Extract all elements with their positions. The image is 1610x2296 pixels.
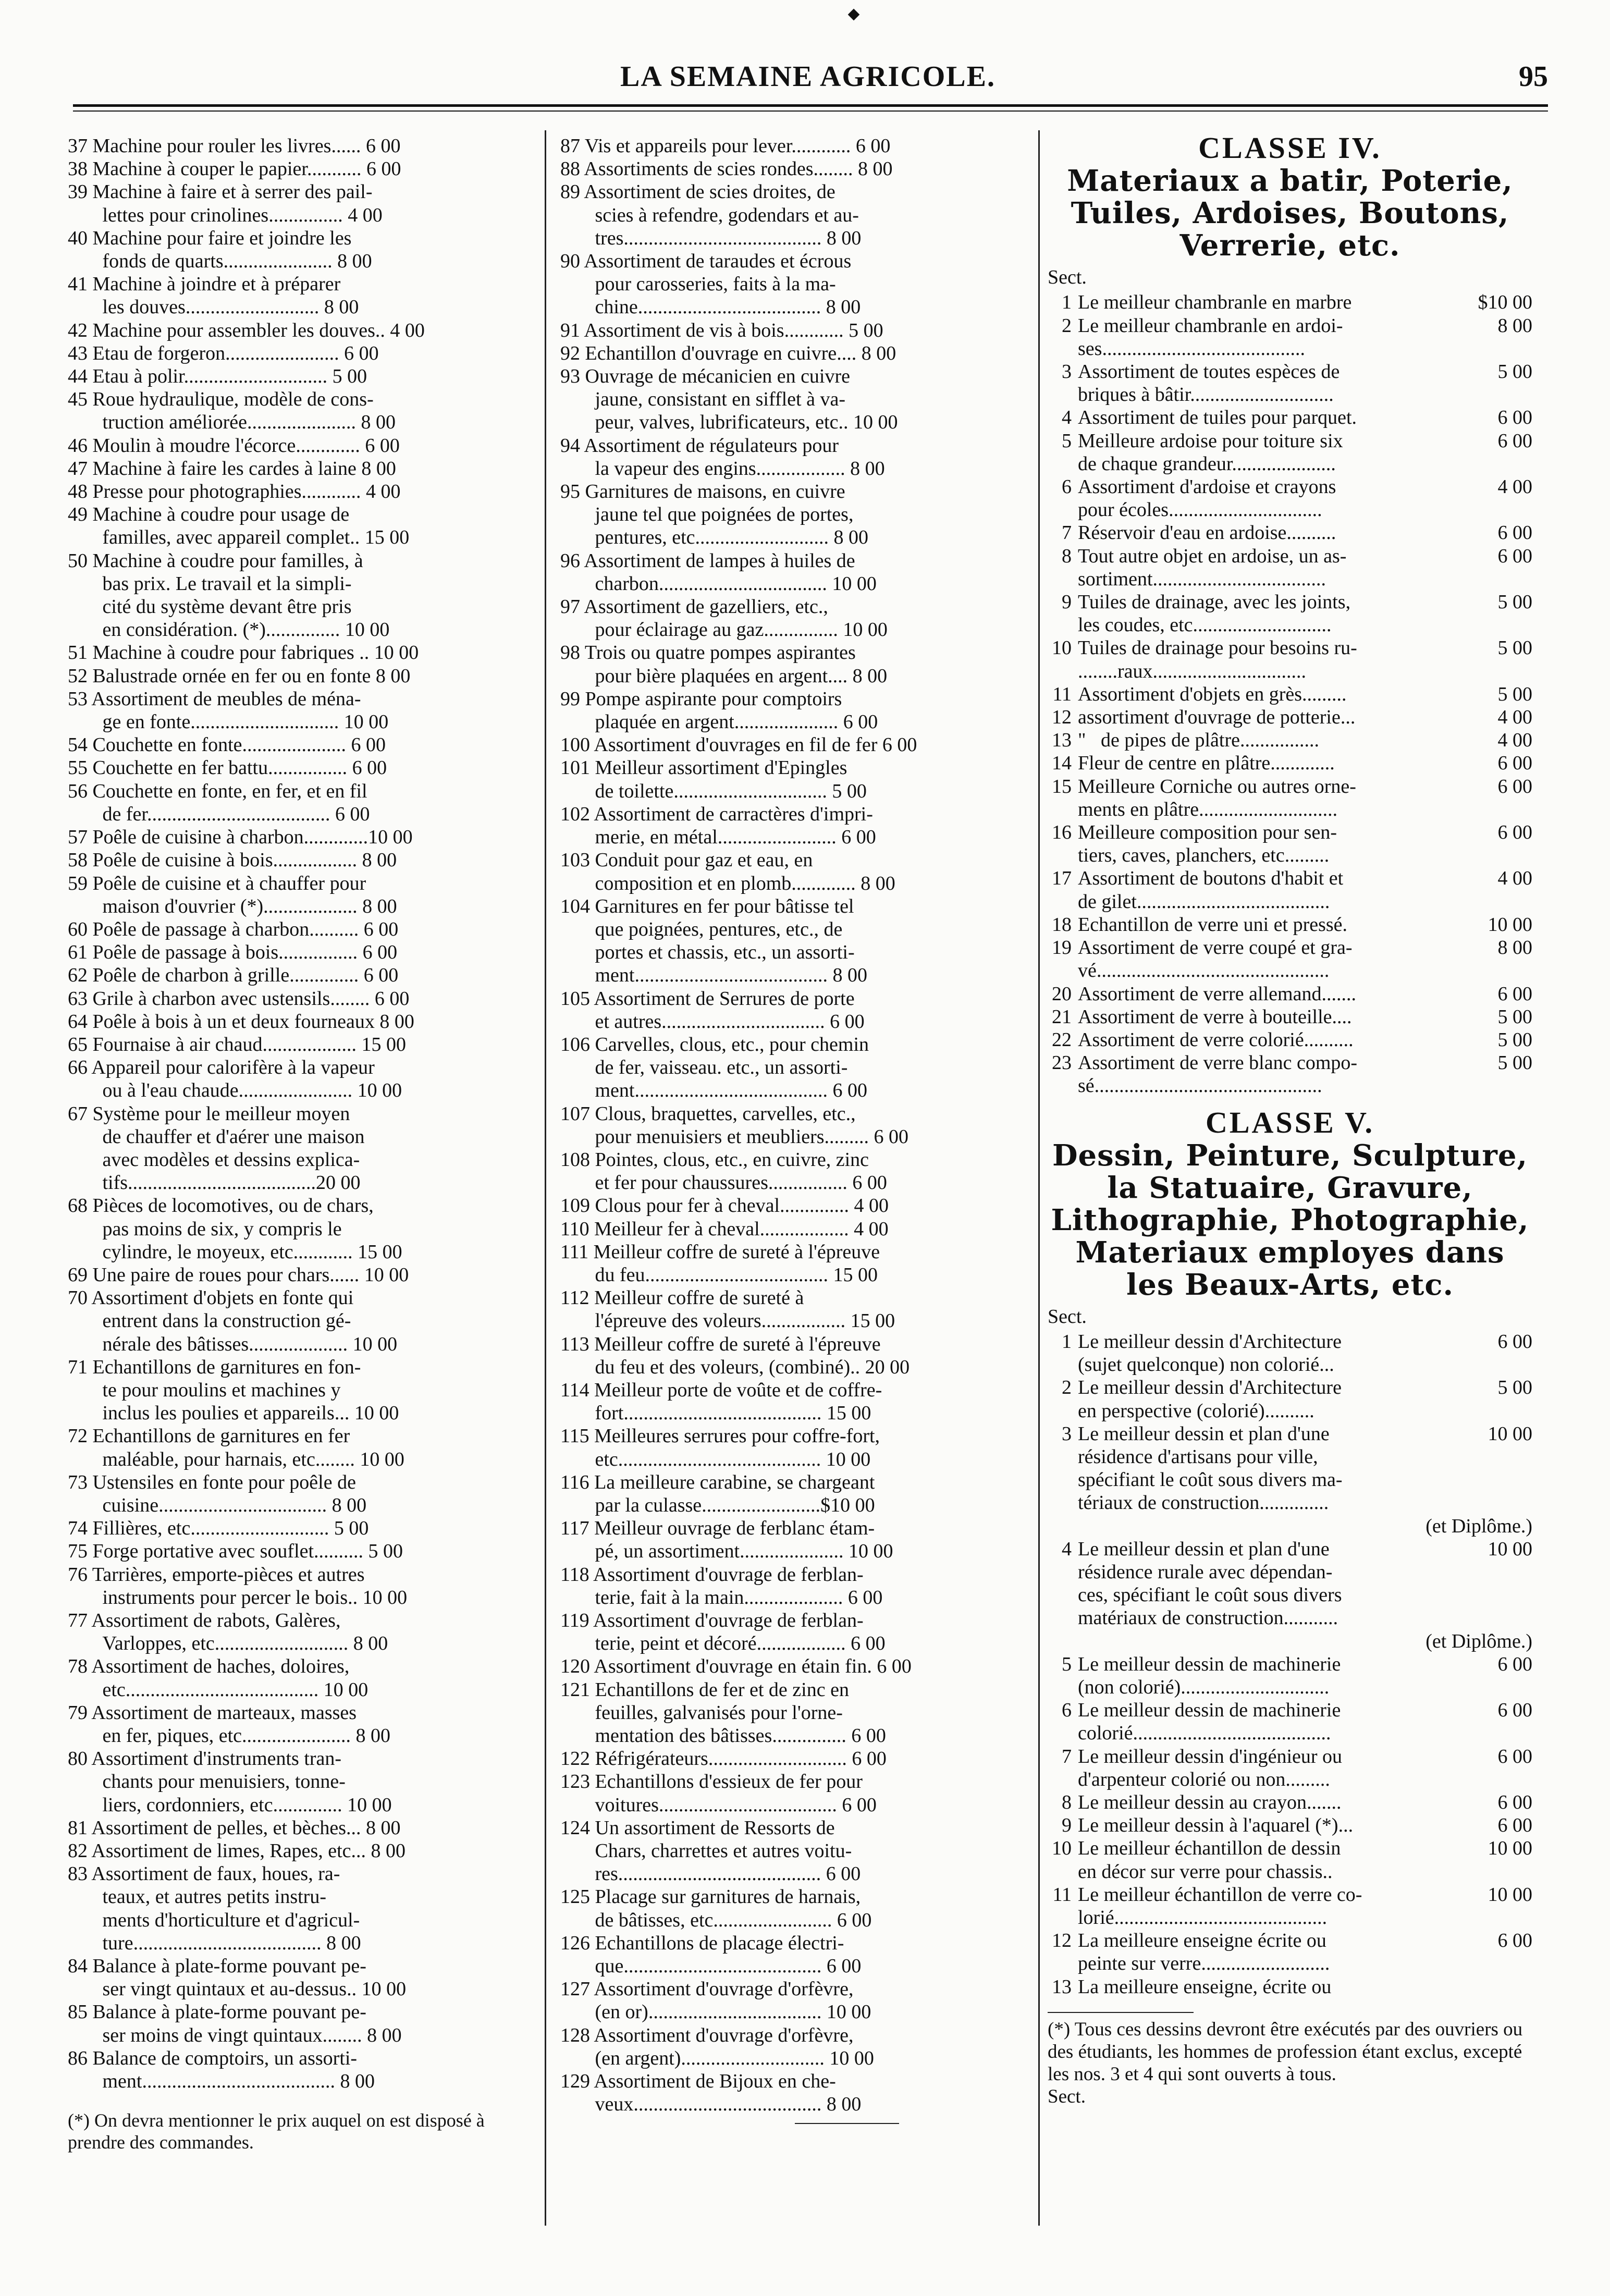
list-item: [1048, 1051, 1532, 1097]
list-item: 115 Meilleures serrures pour coffre-fort, etc......................................... 10 00: [560, 1425, 880, 1470]
list-item: 93 Ouvrage de mécanicien en cuivre jaune, consistant en sifflet à va- peur, valves, lubrificateurs, etc.. 10 00: [560, 365, 898, 434]
item-number: 10: [1052, 637, 1072, 659]
item-price: 8 00: [1497, 937, 1532, 959]
classe-4-list: [1048, 291, 1532, 1097]
list-item: 41 Machine à joindre et à préparer les douves........................... 8 00: [68, 273, 359, 318]
list-item: [1048, 729, 1532, 752]
list-item: 38 Machine à couper le papier........... 6 00: [68, 158, 401, 180]
footnote-rule: [1048, 2012, 1194, 2013]
list-item: 89 Assortiment de scies droites, de scies à refendre, godendars et au- tres........................................ 8 00: [560, 181, 862, 249]
list-item: [1048, 867, 1532, 913]
item-number: 4: [1062, 1538, 1072, 1560]
item-number: 2: [1062, 1377, 1072, 1399]
item-text: Fleur de centre en plâtre.............: [1078, 752, 1335, 775]
item-text: Assortiment de boutons d'habit et de gilet.......................................: [1078, 867, 1344, 913]
item-number: 9: [1062, 1814, 1072, 1837]
item-text: La meilleure enseigne, écrite ou: [1078, 1975, 1332, 1998]
item-text: Assortiment de toutes espèces de briques à bâtir.............................: [1078, 361, 1340, 406]
list-item: 97 Assortiment de gazelliers, etc., pour éclairage au gaz............... 10 00: [560, 596, 888, 641]
item-number: 7: [1062, 522, 1072, 544]
list-item: [1048, 314, 1532, 360]
list-item: [1048, 1330, 1532, 1376]
item-price: 5 00: [1497, 1377, 1532, 1399]
list-item: 81 Assortiment de pelles, et bèches... 8 00: [68, 1816, 401, 1839]
list-item: [1048, 706, 1532, 729]
list-item: 118 Assortiment d'ouvrage de ferblan- terie, fait à la main.................... 6 00: [560, 1563, 883, 1609]
column-divider-2: [1038, 130, 1040, 2226]
footnote-col1: (*) On devra mentionner le prix auquel on est disposé à prendre des commandes.: [68, 2110, 485, 2153]
item-price: 5 00: [1497, 361, 1532, 383]
list-item: 114 Meilleur porte de voûte et de coffre- fort........................................ 15 00: [560, 1379, 882, 1425]
list-item: 100 Assortiment d'ouvrages en fil de fer 6 00: [560, 734, 917, 756]
list-item: [1048, 1422, 1532, 1515]
sect-label: Sect.: [1048, 266, 1087, 289]
item-number: 6: [1062, 476, 1072, 498]
list-item: 42 Machine pour assembler les douves.. 4 00: [68, 319, 425, 341]
column-end-rule: [795, 2123, 899, 2124]
list-item: [1048, 1699, 1532, 1745]
item-number: 1: [1062, 1330, 1072, 1353]
item-text: Tuiles de drainage pour besoins ru- ........raux...............................: [1078, 637, 1357, 682]
list-item: 52 Balustrade ornée en fer ou en fonte 8 00: [68, 665, 411, 687]
item-number: 13: [1052, 1975, 1072, 1998]
column-divider-1: [545, 130, 546, 2226]
item-number: 21: [1052, 1005, 1072, 1028]
list-item: 86 Balance de comptoirs, un assorti- ment....................................... 8 00: [68, 2047, 375, 2093]
list-item: [1048, 521, 1532, 544]
item-price: 6 00: [1497, 1653, 1532, 1675]
list-item: 60 Poêle de passage à charbon.......... 6 00: [68, 918, 399, 940]
list-item: 88 Assortiments de scies rondes........ 8 00: [560, 158, 893, 180]
list-item: 44 Etau à polir............................. 5 00: [68, 365, 367, 388]
item-price: 6 00: [1497, 1330, 1532, 1353]
list-item: [1048, 1653, 1532, 1699]
list-item: 122 Réfrigérateurs............................ 6 00: [560, 1748, 887, 1770]
list-item: 51 Machine à coudre pour fabriques .. 10 00: [68, 642, 419, 664]
list-item: 74 Fillières, etc............................ 5 00: [68, 1517, 369, 1540]
item-number: 14: [1052, 752, 1072, 775]
list-item: [1048, 636, 1532, 682]
item-price: 10 00: [1488, 1883, 1532, 1906]
item-text: assortiment d'ouvrage de potterie...: [1078, 706, 1356, 729]
item-text: Tuiles de drainage, avec les joints, les coudes, etc............................: [1078, 591, 1351, 636]
item-text: Assortiment de verre coupé et gra- vé...............................................: [1078, 937, 1353, 982]
item-text: Tout autre objet en ardoise, un as- sortiment...................................: [1078, 545, 1347, 590]
item-text: Assortiment de verre à bouteille....: [1078, 1005, 1352, 1028]
item-price: 4 00: [1497, 706, 1532, 729]
list-item: 76 Tarrières, emporte-pièces et autres instruments pour percer le bois.. 10 00: [68, 1563, 408, 1609]
item-text: Le meilleur dessin à l'aquarel (*)...: [1078, 1814, 1354, 1837]
header-rule: [73, 104, 1548, 107]
list-item: 94 Assortiment de régulateurs pour la vapeur des engins.................. 8 00: [560, 434, 885, 480]
item-number: 11: [1052, 1883, 1072, 1906]
list-item: 126 Echantillons de placage électri- que........................................ 6 00: [560, 1932, 862, 1978]
list-item: 127 Assortiment d'ouvrage d'orfèvre, (en or)................................... 10 00: [560, 1978, 871, 2023]
item-number: 12: [1052, 1930, 1072, 1952]
list-item: 107 Clous, braquettes, carvelles, etc., pour menuisiers et meubliers......... 6 00: [560, 1102, 909, 1148]
list-item: [1048, 936, 1532, 982]
item-price: 6 00: [1497, 407, 1532, 429]
item-text: Meilleure ardoise pour toiture six de chaque grandeur.....................: [1078, 429, 1343, 475]
list-item: [1048, 1745, 1532, 1791]
classe-5-subtitle: Dessin, Peinture, Sculpture, la Statuaire, Gravure, Lithographie, Photographie, Materiaux employes dans les Beaux-Arts, etc.: [1051, 1138, 1529, 1302]
list-item: 70 Assortiment d'objets en fonte qui entrent dans la construction gé- nérale des bâtisses.................... 10 00: [68, 1287, 398, 1355]
list-item: [1048, 752, 1532, 775]
item-number: 22: [1052, 1028, 1072, 1051]
item-text: Assortiment de verre blanc compo- sé..............................................: [1078, 1052, 1358, 1097]
item-number: 11: [1052, 683, 1072, 705]
list-item: [1048, 821, 1532, 867]
price-list-col2: [560, 134, 1035, 2116]
item-text: Assortiment de verre colorié..........: [1078, 1028, 1354, 1051]
list-item: 87 Vis et appareils pour lever............ 6 00: [560, 135, 891, 157]
item-price: 6 00: [1497, 821, 1532, 844]
list-item: 121 Echantillons de fer et de zinc en feuilles, galvanisés pour l'orne- mentation des bâtisses............... 6 00: [560, 1678, 886, 1747]
item-price: 5 00: [1497, 1005, 1532, 1028]
item-number: 20: [1052, 983, 1072, 1005]
item-number: 1: [1062, 291, 1072, 314]
list-item: 73 Ustensiles en fonte pour poêle de cuisine.................................. 8 00: [68, 1471, 367, 1516]
list-item: 80 Assortiment d'instruments tran- chants pour menuisiers, tonne- liers, cordonniers, etc.............. 10 00: [68, 1748, 392, 1816]
list-item: 62 Poêle de charbon à grille.............. 6 00: [68, 964, 399, 987]
list-item: 124 Un assortiment de Ressorts de Chars, charrettes et autres voitu- res......................................... 6 00: [560, 1816, 861, 1885]
list-item: 104 Garnitures en fer pour bâtisse tel que poignées, pentures, etc., de portes et chassis, etc., un assorti- ment....................................... 8 00: [560, 895, 867, 987]
item-price: 6 00: [1497, 1930, 1532, 1952]
footnote-sect-label: Sect.: [1048, 2085, 1086, 2107]
diploma-note: (et Diplôme.): [1425, 1515, 1532, 1537]
list-item: [1048, 913, 1532, 936]
list-item: [1048, 1376, 1532, 1422]
list-item: 69 Une paire de roues pour chars...... 10 00: [68, 1263, 409, 1286]
list-item: 103 Conduit pour gaz et eau, en composition et en plomb............. 8 00: [560, 849, 895, 894]
item-text: Le meilleur dessin et plan d'une résidence d'artisans pour ville, spécifiant le coût sous divers ma- tériaux de construction..............: [1078, 1422, 1343, 1514]
list-item: 48 Presse pour photographies............ 4 00: [68, 481, 401, 503]
list-item: 71 Echantillons de garnitures en fon- te pour moulins et machines y inclus les poulies et appareils... 10 00: [68, 1356, 399, 1425]
sect-label: Sect.: [1048, 1305, 1087, 1328]
item-number: 8: [1062, 545, 1072, 567]
list-item: [1048, 1883, 1532, 1929]
page-top-mark: [848, 9, 860, 21]
item-number: 7: [1062, 1745, 1072, 1767]
page-header: [68, 60, 1548, 102]
list-item: [1048, 360, 1532, 406]
item-price: 10 00: [1488, 913, 1532, 936]
item-number: 6: [1062, 1699, 1072, 1722]
item-price: 8 00: [1497, 314, 1532, 337]
item-price: 4 00: [1497, 476, 1532, 498]
list-item: 84 Balance à plate-forme pouvant pe- ser vingt quintaux et au-dessus.. 10 00: [68, 1955, 407, 2000]
list-item: 110 Meilleur fer à cheval.................. 4 00: [560, 1218, 889, 1240]
item-text: Le meilleur dessin et plan d'une résidence rurale avec dépendan- ces, spécifiant le coût sous divers matériaux de construction...........: [1078, 1538, 1342, 1629]
item-number: 19: [1052, 937, 1072, 959]
item-price: 6 00: [1497, 983, 1532, 1005]
item-price: 4 00: [1497, 729, 1532, 752]
list-item: 102 Assortiment de carractères d'impri- merie, en métal........................ 6 00: [560, 803, 876, 849]
item-number: 8: [1062, 1791, 1072, 1813]
item-text: Le meilleur échantillon de verre co- lorié...........................................: [1078, 1883, 1362, 1929]
list-item: [1048, 591, 1532, 636]
list-item: 77 Assortiment de rabots, Galères, Varloppes, etc........................... 8 00: [68, 1610, 388, 1655]
item-price: 5 00: [1497, 637, 1532, 659]
list-item: 119 Assortiment d'ouvrage de ferblan- terie, peint et décoré.................. 6 00: [560, 1610, 886, 1655]
list-item: 111 Meilleur coffre de sureté à l'épreuve du feu..................................... 15 00: [560, 1241, 880, 1286]
list-item: 92 Echantillon d'ouvrage en cuivre.... 8 00: [560, 342, 896, 364]
item-number: 16: [1052, 821, 1072, 844]
item-number: 12: [1052, 706, 1072, 729]
item-number: 13: [1052, 729, 1072, 752]
item-price: 10 00: [1488, 1538, 1532, 1560]
list-item: [1048, 429, 1532, 475]
list-item: 82 Assortiment de limes, Rapes, etc... 8 00: [68, 1840, 406, 1862]
item-text: " de pipes de plâtre................: [1078, 729, 1319, 752]
item-text: Meilleure Corniche ou autres orne- ments en plâtre............................: [1078, 775, 1356, 820]
item-text: Le meilleur chambranle en marbre: [1078, 291, 1352, 314]
list-item: 99 Pompe aspirante pour comptoirs plaquée en argent..................... 6 00: [560, 687, 878, 733]
item-number: 3: [1062, 1422, 1072, 1445]
list-item: 45 Roue hydraulique, modèle de cons- truction améliorée...................... 8 00: [68, 388, 396, 434]
list-item: 50 Machine à coudre pour familles, à bas prix. Le travail et la simpli- cité du système devant être pris en considération. (*)............... 10 00: [68, 549, 390, 641]
classe-5-list: [1048, 1330, 1532, 1998]
list-item: [1048, 1005, 1532, 1028]
item-number: 4: [1062, 407, 1072, 429]
item-price: 6 00: [1497, 545, 1532, 567]
classe-4-subtitle: Materiaux a batir, Poterie, Tuiles, Ardoises, Boutons, Verrerie, etc.: [1067, 164, 1513, 263]
list-item: 85 Balance à plate-forme pouvant pe- ser moins de vingt quintaux........ 8 00: [68, 2001, 402, 2046]
column-2: [560, 134, 1035, 2124]
list-item: 120 Assortiment d'ouvrage en étain fin. 6 00: [560, 1655, 912, 1678]
item-price: $10 00: [1478, 291, 1532, 314]
list-item: [1048, 1028, 1532, 1051]
list-item: 113 Meilleur coffre de sureté à l'épreuve du feu et des voleurs, (combiné).. 20 00: [560, 1333, 910, 1378]
list-item: 109 Clous pour fer à cheval.............. 4 00: [560, 1195, 889, 1217]
list-item: [1048, 291, 1532, 314]
column-3: [1048, 131, 1532, 2108]
item-price: 6 00: [1497, 1745, 1532, 1767]
item-text: Le meilleur dessin de machinerie (non colorié)..............................: [1078, 1653, 1341, 1698]
list-item: 75 Forge portative avec souflet.......... 5 00: [68, 1540, 403, 1563]
list-item: 61 Poêle de passage à bois................ 6 00: [68, 941, 398, 964]
list-item: 37 Machine pour rouler les livres...... 6 00: [68, 135, 401, 157]
classe-5-heading: CLASSE V.: [1205, 1105, 1375, 1139]
item-text: Assortiment de verre allemand.......: [1078, 983, 1356, 1005]
list-item: 90 Assortiment de taraudes et écrous pour carosseries, faits à la ma- chine..................................... 8 00: [560, 250, 861, 318]
list-item: 65 Fournaise à air chaud................... 15 00: [68, 1033, 407, 1055]
list-item: 47 Machine à faire les cardes à laine 8 00: [68, 457, 396, 480]
item-number: 5: [1062, 1653, 1072, 1675]
list-item: 98 Trois ou quatre pompes aspirantes pour bière plaquées en argent.... 8 00: [560, 642, 888, 687]
item-price: 4 00: [1497, 867, 1532, 890]
item-price: 6 00: [1497, 1814, 1532, 1837]
list-item: [1048, 1791, 1532, 1814]
item-text: Le meilleur échantillon de dessin en décor sur verre pour chassis..: [1078, 1837, 1341, 1883]
item-text: Le meilleur dessin d'Architecture en perspective (colorié)..........: [1078, 1377, 1342, 1422]
item-number: 18: [1052, 913, 1072, 936]
list-item: 54 Couchette en fonte..................... 6 00: [68, 734, 386, 756]
list-item: 117 Meilleur ouvrage de ferblanc étam- pé, un assortiment..................... 10 00: [560, 1517, 893, 1563]
item-number: 9: [1062, 591, 1072, 613]
item-number: 3: [1062, 361, 1072, 383]
item-text: La meilleure enseigne écrite ou peinte sur verre..........................: [1078, 1930, 1330, 1975]
list-item: 116 La meilleure carabine, se chargeant par la culasse........................$10 00: [560, 1471, 875, 1516]
list-item: 96 Assortiment de lampes à huiles de charbon.................................. 10 00: [560, 549, 877, 595]
column-1: [68, 134, 537, 2153]
list-item: [1048, 1929, 1532, 1975]
list-item: [1048, 406, 1532, 429]
item-price: 6 00: [1497, 752, 1532, 775]
item-price: 5 00: [1497, 1052, 1532, 1074]
list-item: 83 Assortiment de faux, houes, ra- teaux, et autres petits instru- ments d'horticulture et d'agricul- ture...................................... 8 00: [68, 1863, 361, 1954]
list-item: 56 Couchette en fonte, en fer, et en fil de fer..................................... 6 00: [68, 780, 370, 825]
item-text: Assortiment de tuiles pour parquet.: [1078, 407, 1357, 429]
item-price: 6 00: [1497, 1791, 1532, 1813]
list-item: [1048, 1975, 1532, 1998]
item-text: Assortiment d'objets en grès.........: [1078, 683, 1347, 705]
item-text: Echantillon de verre uni et pressé.: [1078, 913, 1348, 936]
page-title: LA SEMAINE AGRICOLE.: [620, 60, 996, 93]
item-text: Réservoir d'eau en ardoise..........: [1078, 522, 1336, 544]
item-text: Le meilleur dessin d'ingénieur ou d'arpenteur colorié ou non.........: [1078, 1745, 1343, 1790]
item-number: 2: [1062, 314, 1072, 337]
item-text: Le meilleur dessin au crayon.......: [1078, 1791, 1342, 1813]
list-item: [1048, 475, 1532, 521]
list-item: 53 Assortiment de meubles de ména- ge en fonte.............................. 10 00: [68, 687, 389, 733]
list-item: 49 Machine à coudre pour usage de familles, avec appareil complet.. 15 00: [68, 504, 410, 549]
list-item: 112 Meilleur coffre de sureté à l'épreuve des voleurs................. 15 00: [560, 1287, 895, 1332]
list-item: 64 Poêle à bois à un et deux fourneaux 8 00: [68, 1010, 414, 1033]
item-text: Le meilleur dessin d'Architecture (sujet quelconque) non colorié...: [1078, 1330, 1342, 1376]
list-item: 59 Poêle de cuisine et à chauffer pour maison d'ouvrier (*)................... 8 00: [68, 872, 397, 917]
list-item: 79 Assortiment de marteaux, masses en fer, piques, etc...................... 8 00: [68, 1701, 391, 1747]
list-item: 66 Appareil pour calorifère à la vapeur ou à l'eau chaude....................... 10 00: [68, 1057, 402, 1102]
list-item: 125 Placage sur garnitures de harnais, de bâtisses, etc........................ 6 00: [560, 1886, 872, 1931]
list-item: [1048, 983, 1532, 1005]
item-text: Meilleure composition pour sen- tiers, caves, planchers, etc.........: [1078, 821, 1337, 867]
item-text: Le meilleur chambranle en ardoi- ses.........................................: [1078, 314, 1343, 360]
list-item: [1048, 545, 1532, 591]
list-item: 46 Moulin à moudre l'écorce............. 6 00: [68, 434, 400, 457]
item-number: 15: [1052, 775, 1072, 797]
item-text: Le meilleur dessin de machinerie colorié........................................: [1078, 1699, 1341, 1745]
item-price: 6 00: [1497, 775, 1532, 797]
page-number: 95: [1519, 60, 1548, 93]
list-item: 108 Pointes, clous, etc., en cuivre, zinc et fer pour chaussures................ 6 00: [560, 1148, 887, 1194]
item-number: 17: [1052, 867, 1072, 890]
list-item: 72 Echantillons de garnitures en fer maléable, pour harnais, etc........ 10 00: [68, 1425, 404, 1470]
item-text: Assortiment d'ardoise et crayons pour écoles...............................: [1078, 476, 1336, 521]
classe-4-heading: CLASSE IV.: [1198, 131, 1382, 165]
list-item: 58 Poêle de cuisine à bois................. 8 00: [68, 849, 397, 871]
list-item: [1048, 1814, 1532, 1837]
list-item: 91 Assortiment de vis à bois............ 5 00: [560, 319, 883, 341]
list-item: [1048, 1837, 1532, 1883]
list-item: [1048, 1538, 1532, 1630]
list-item: [1048, 683, 1532, 706]
item-number: 10: [1052, 1837, 1072, 1860]
item-price: 6 00: [1497, 522, 1532, 544]
item-price: 6 00: [1497, 1699, 1532, 1722]
list-item: 57 Poêle de cuisine à charbon.............10 00: [68, 826, 413, 849]
diploma-note: (et Diplôme.): [1425, 1630, 1532, 1652]
item-price: 5 00: [1497, 591, 1532, 613]
item-price: 6 00: [1497, 429, 1532, 452]
list-item: 106 Carvelles, clous, etc., pour chemin de fer, vaisseau. etc., un assorti- ment....................................... 6 00: [560, 1033, 869, 1102]
list-item: 123 Echantillons d'essieux de fer pour voitures.................................... 6 00: [560, 1771, 877, 1816]
item-number: 23: [1052, 1052, 1072, 1074]
item-price: 10 00: [1488, 1422, 1532, 1445]
list-item: 43 Etau de forgeron....................... 6 00: [68, 342, 379, 364]
list-item: 95 Garnitures de maisons, en cuivre jaune tel que poignées de portes, pentures, etc........................... 8 00: [560, 481, 869, 549]
footnote-col3: (*) Tous ces dessins devront être exécutés par des ouvriers ou des étudiants, les hommes de profession étant exclus, excepté les nos. 3 et 4 qui sont ouverts à tous.: [1048, 2018, 1523, 2085]
item-price: 5 00: [1497, 1028, 1532, 1051]
list-item: 55 Couchette en fer battu................ 6 00: [68, 757, 387, 779]
list-item: 68 Pièces de locomotives, ou de chars, pas moins de six, y compris le cylindre, le moyeux, etc............ 15 00: [68, 1195, 402, 1263]
list-item: 39 Machine à faire et à serrer des pail- lettes pour crinolines............... 4 00: [68, 181, 383, 226]
header-rule-thin: [73, 110, 1548, 112]
item-price: 5 00: [1497, 683, 1532, 705]
item-number: 5: [1062, 429, 1072, 452]
list-item: 128 Assortiment d'ouvrage d'orfèvre, (en argent)............................. 10 00: [560, 2024, 874, 2069]
list-item: 67 Système pour le meilleur moyen de chauffer et d'aérer une maison avec modèles et dessins explica- tifs......................................20 00: [68, 1102, 365, 1194]
list-item: 78 Assortiment de haches, doloires, etc....................................... 10 00: [68, 1655, 368, 1701]
list-item: [1048, 775, 1532, 821]
list-item: 40 Machine pour faire et joindre les fonds de quarts...................... 8 00: [68, 227, 372, 273]
item-price: 10 00: [1488, 1837, 1532, 1860]
list-item: 105 Assortiment de Serrures de porte et autres................................. 6 00: [560, 987, 865, 1033]
price-list-col1: [68, 134, 537, 2093]
list-item: 129 Assortiment de Bijoux en che- veux...................................... 8 00: [560, 2070, 862, 2116]
list-item: 63 Grile à charbon avec ustensils........ 6 00: [68, 987, 410, 1010]
list-item: 101 Meilleur assortiment d'Epingles de toilette............................... 5 00: [560, 757, 867, 802]
